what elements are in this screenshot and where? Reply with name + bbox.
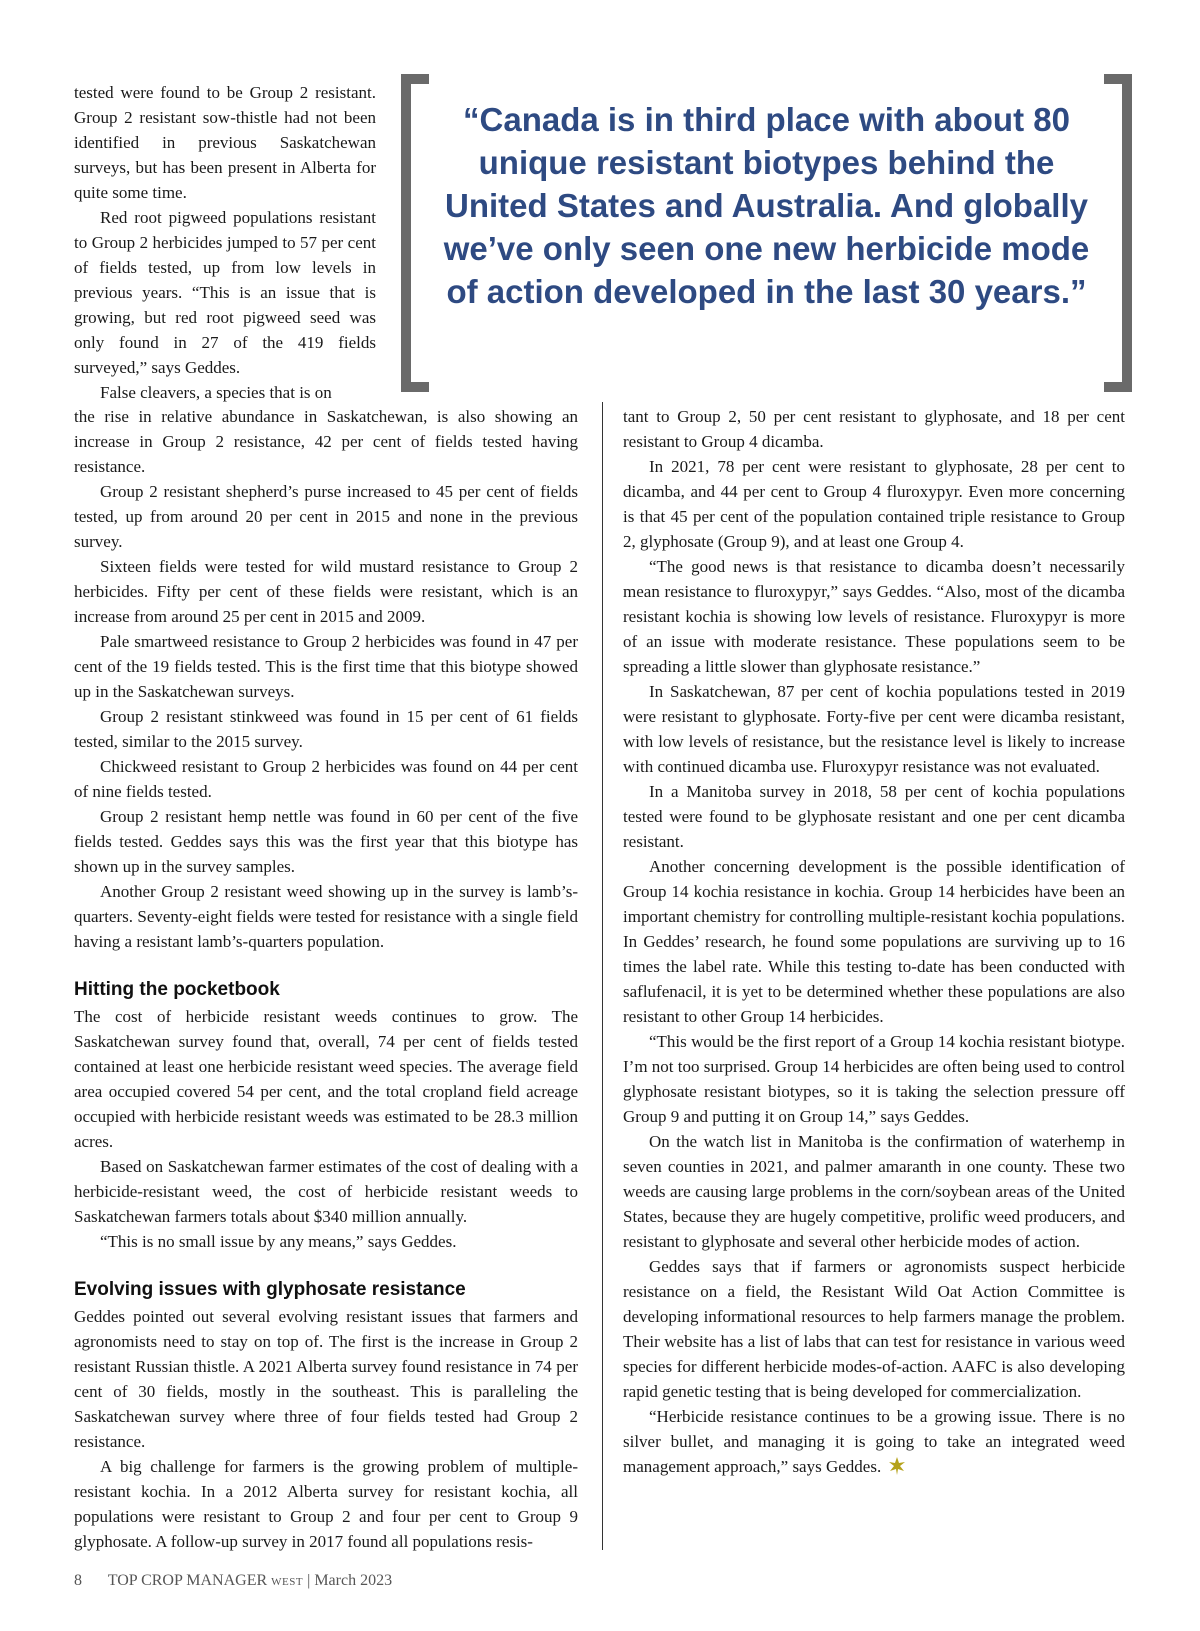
final-paragraph-text: “Herbicide resistance continues to be a growing issue. There is no silver bullet, and managing it is going to take an integrated weed management approach,” says Geddes. xyxy=(623,1407,1125,1476)
paragraph: In 2021, 78 per cent were resistant to glyphosate, 28 per cent to dicamba, and 44 per cent to Group 4 fluroxypyr. Even more concerning is that 45 per cent of the population contained triple resistance to Group 2, glyphosate (Group 9), and at least one Group 4. xyxy=(623,457,1125,551)
paragraph: “This is no small issue by any means,” says Geddes. xyxy=(100,1232,457,1251)
page-number: 8 xyxy=(74,1572,82,1589)
column-divider xyxy=(602,402,603,1550)
paragraph: Group 2 resistant shepherd’s purse increased to 45 per cent of fields tested, up from around 20 per cent in 2015 and none in the previous survey. xyxy=(74,482,578,551)
right-column xyxy=(623,404,1125,1479)
magazine-edition: WEST xyxy=(271,1576,304,1588)
paragraph: Geddes says that if farmers or agronomists suspect herbicide resistance on a field, the Resistant Wild Oat Action Committee is developing informational resources to help farmers manage the problem. Their website has a list of labs that can test for resistance in various weed species for different herbicide modes-of-action. AAFC is also developing rapid genetic testing that is being developed for commercialization. xyxy=(623,1257,1125,1401)
pull-quote-text: “Canada is in third place with about 80 unique resistant biotypes behind the United States and Australia. And globally we’ve only seen one new herbicide mode of action developed in the last 30 years.” xyxy=(443,101,1090,310)
paragraph: tant to Group 2, 50 per cent resistant to glyphosate, and 18 per cent resistant to Group 4 dicamba. xyxy=(623,407,1125,451)
paragraph: Red root pigweed populations resistant to Group 2 herbicides jumped to 57 per cent of fields tested, up from low levels in previous years. “This is an issue that is growing, but red root pigweed seed was only found in 27 of the 419 fields surveyed,” says Geddes. xyxy=(74,208,376,377)
section-heading: Evolving issues with glyphosate resistance xyxy=(74,1279,466,1300)
top-column xyxy=(74,80,376,405)
left-column xyxy=(74,404,578,1554)
paragraph: the rise in relative abundance in Saskatchewan, is also showing an increase in Group 2 resistance, 42 per cent of fields tested having resistance. xyxy=(74,407,578,476)
paragraph: False cleavers, a species that is on xyxy=(100,383,332,402)
footer-separator: | xyxy=(307,1572,311,1589)
paragraph: In Saskatchewan, 87 per cent of kochia populations tested in 2019 were resistant to glyphosate. Forty-five per cent were dicamba resistant, with low levels of resistance, but the resistance level is likely to increase with continued dicamba use. Fluroxypyr resistance was not evaluated. xyxy=(623,682,1125,776)
leaf-end-mark-icon xyxy=(887,1456,907,1476)
paragraph: tested were found to be Group 2 resistant. Group 2 resistant sow-thistle had not been identified in previous Saskatchewan surveys, but has been present in Alberta for quite some time. xyxy=(74,83,376,202)
paragraph: “The good news is that resistance to dicamba doesn’t necessarily mean resistance to fluroxypyr,” says Geddes. “Also, most of the dicamba resistant kochia is showing low levels of resistance. Fluroxypyr is more of an issue with moderate resistance. These populations seem to be spreading a little slower than glyphosate resistance.” xyxy=(623,557,1125,676)
magazine-name: TOP CROP MANAGER xyxy=(107,1572,268,1589)
section-heading: Hitting the pocketbook xyxy=(74,979,280,1000)
issue-date: March 2023 xyxy=(314,1572,393,1589)
paragraph: Sixteen fields were tested for wild mustard resistance to Group 2 herbicides. Fifty per cent of these fields were resistant, which is an increase from around 25 per cent in 2015 and 2009. xyxy=(74,557,578,626)
pull-quote xyxy=(401,74,1132,392)
page-footer xyxy=(74,1572,392,1590)
paragraph: Pale smartweed resistance to Group 2 herbicides was found in 47 per cent of the 19 fields tested. This is the first time that this biotype showed up in the Saskatchewan surveys. xyxy=(74,632,578,701)
left-bracket xyxy=(401,74,429,392)
paragraph: Group 2 resistant stinkweed was found in 15 per cent of 61 fields tested, similar to the 2015 survey. xyxy=(74,707,578,751)
paragraph: On the watch list in Manitoba is the confirmation of waterhemp in seven counties in 2021, and palmer amaranth in one county. These two weeds are causing large problems in the corn/soybean areas of the United States, because they are hugely competitive, prolific weed producers, and resistant to glyphosate and several other herbicide modes of action. xyxy=(623,1132,1125,1251)
paragraph: Another concerning development is the possible identification of Group 14 kochia resistance in kochia. Group 14 herbicides have been an important chemistry for controlling multiple-resistant kochia populations. In Geddes’ research, he found some populations are surviving up to 16 times the label rate. While this testing to-date has been conducted with saflufenacil, it is yet to be determined whether these populations are also resistant to other Group 14 herbicides. xyxy=(623,857,1125,1026)
paragraph: Based on Saskatchewan farmer estimates of the cost of dealing with a herbicide-resistant weed, the cost of herbicide resistant weeds to Saskatchewan farmers totals about $340 million annually. xyxy=(74,1157,578,1226)
right-bracket xyxy=(1104,74,1132,392)
paragraph: Geddes pointed out several evolving resistant issues that farmers and agronomists need to stay on top of. The first is the increase in Group 2 resistant Russian thistle. A 2021 Alberta survey found resistance in 74 per cent of 30 fields, mostly in the southeast. This is paralleling the Saskatchewan survey where three of four fields tested had Group 2 resistance. xyxy=(74,1307,578,1451)
paragraph: Another Group 2 resistant weed showing up in the survey is lamb’s-quarters. Seventy-eight fields were tested for resistance with a single field having a resistant lamb’s-quarters population. xyxy=(74,882,578,951)
paragraph: Chickweed resistant to Group 2 herbicides was found on 44 per cent of nine fields tested. xyxy=(74,757,578,801)
paragraph: “This would be the first report of a Group 14 kochia resistant biotype. I’m not too surprised. Group 14 herbicides are often being used to control glyphosate resistant biotypes, so it is taking the selection pressure off Group 9 and putting it on Group 14,” says Geddes. xyxy=(623,1032,1125,1126)
paragraph: Group 2 resistant hemp nettle was found in 60 per cent of the five fields tested. Geddes says this was the first year that this biotype has shown up in the survey samples. xyxy=(74,807,578,876)
paragraph: The cost of herbicide resistant weeds continues to grow. The Saskatchewan survey found that, overall, 74 per cent of fields tested contained at least one herbicide resistant weed species. The average field area occupied covered 54 per cent, and the total cropland field acreage occupied with herbicide resistant weeds was estimated to be 28.3 million acres. xyxy=(74,1007,578,1151)
paragraph-final xyxy=(623,1404,1125,1479)
paragraph: A big challenge for farmers is the growing problem of multiple-resistant kochia. In a 2012 Alberta survey for resistant kochia, all populations were resistant to Group 2 and four per cent to Group 9 glyphosate. A follow-up survey in 2017 found all populations resis- xyxy=(74,1457,578,1551)
paragraph: In a Manitoba survey in 2018, 58 per cent of kochia populations tested were found to be glyphosate resistant and one per cent dicamba resistant. xyxy=(623,782,1125,851)
